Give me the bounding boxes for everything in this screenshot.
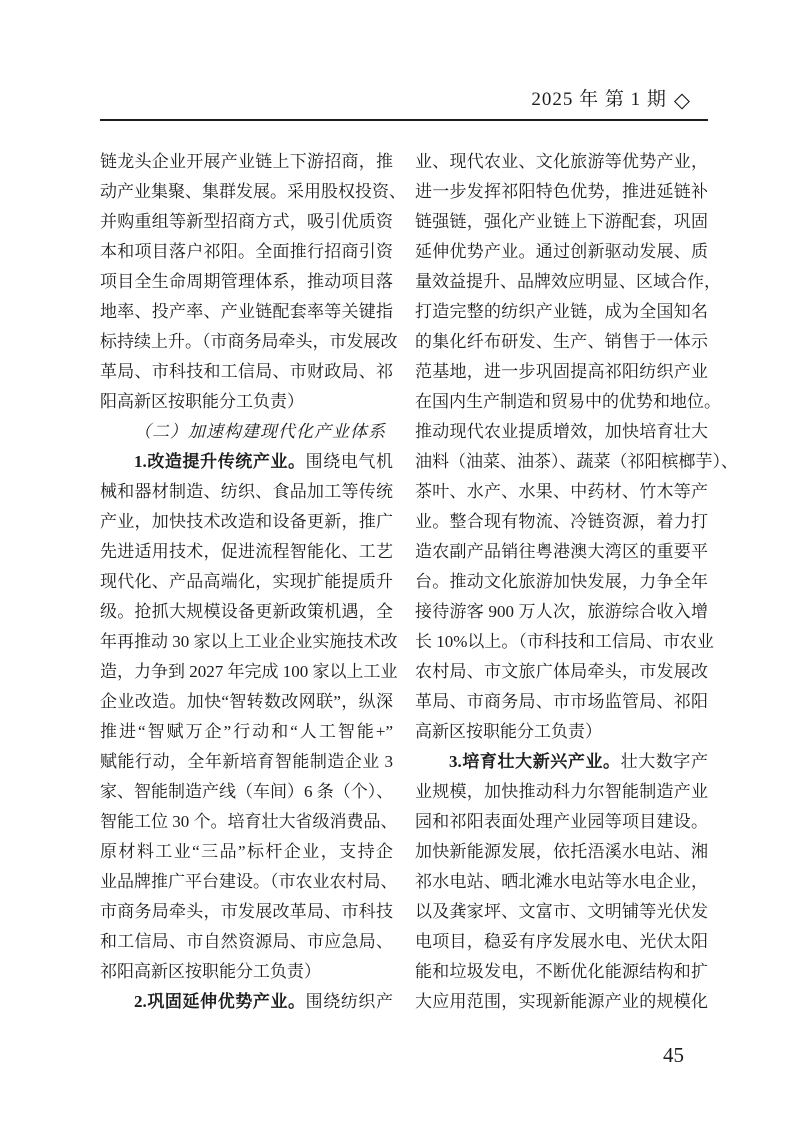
page-header [531, 88, 690, 112]
line-text: 和工信局、市自然资源局、市应急局、 [100, 932, 393, 951]
text-line [415, 627, 714, 657]
right-column [415, 147, 738, 1017]
text-line [100, 987, 393, 1017]
text-line [415, 267, 721, 297]
line-text: 年再推动 30 家以上工业企业实施技术改 [100, 632, 398, 651]
text-line [415, 597, 708, 627]
line-text: 链强链，强化产业链上下游配套，巩固 [415, 212, 708, 231]
header-rule [100, 119, 708, 121]
line-text: 业品牌推广平台建设。（市农业农村局、 [100, 872, 398, 891]
text-line [415, 717, 708, 747]
text-line [100, 567, 393, 597]
text-line [100, 837, 393, 867]
text-line [415, 747, 708, 777]
line-text: 园和祁阳表面处理产业园等项目建设。 [415, 812, 708, 831]
line-text: 推进“智赋万企”行动和“人工智能+” [100, 722, 393, 741]
line-text: 企业改造。加快“智转数改网联”，纵深 [100, 692, 393, 711]
line-text: 阳高新区按职能分工负责） [100, 392, 304, 411]
text-line [415, 387, 721, 417]
text-line [100, 147, 393, 177]
text-line [100, 357, 393, 387]
line-text: 围绕电气机 [305, 452, 394, 471]
text-line [100, 537, 393, 567]
line-text: 智能工位 30 个。培育壮大省级消费品、 [100, 812, 398, 831]
text-line [415, 657, 708, 687]
line-text: 并购重组等新型招商方式，吸引优质资 [100, 212, 393, 231]
line-text: 大应用范围，实现新能源产业的规模化 [415, 992, 708, 1011]
text-line [100, 957, 393, 987]
text-line [415, 357, 708, 387]
text-line [100, 927, 393, 957]
text-line [415, 447, 738, 477]
text-line [415, 897, 708, 927]
text-line [100, 717, 393, 747]
text-line [100, 447, 393, 477]
text-line [100, 237, 393, 267]
text-line [415, 507, 708, 537]
line-text: 农村局、市文旅广体局牵头，市发展改 [415, 662, 708, 681]
text-line [415, 477, 708, 507]
text-columns [100, 147, 738, 1017]
text-line [415, 567, 708, 597]
text-line [100, 207, 393, 237]
text-line [415, 537, 708, 567]
diamond-icon: ◇ [673, 87, 690, 112]
item-number-lead: 3.培育壮大新兴产业。 [449, 752, 621, 771]
line-text: 打造完整的纺织产业链，成为全国知名 [415, 302, 708, 321]
text-line [415, 927, 708, 957]
line-text: 以及龚家坪、文富市、文明铺等光伏发 [415, 902, 708, 921]
line-text: 标持续上升。（市商务局牵头，市发展改 [100, 332, 398, 351]
line-text: 加快新能源发展，依托浯溪水电站、湘 [415, 842, 708, 861]
text-line [415, 777, 708, 807]
line-text: 接待游客 900 万人次，旅游综合收入增 [415, 602, 708, 621]
text-line [100, 327, 398, 357]
text-line [100, 627, 398, 657]
text-line [100, 477, 393, 507]
text-line [100, 897, 393, 927]
line-text: 量效益提升、品牌效应明显、区域合作， [415, 272, 721, 291]
line-text: 地率、投产率、产业链配套率等关键指 [100, 302, 393, 321]
line-text: 祁水电站、晒北滩水电站等水电企业， [415, 872, 708, 891]
text-line [415, 417, 708, 447]
line-text: 范基地，进一步巩固提高祁阳纺织产业 [415, 362, 708, 381]
text-line [415, 327, 708, 357]
line-text: 市商务局牵头，市发展改革局、市科技 [100, 902, 393, 921]
line-text: 台。推动文化旅游加快发展，力争全年 [415, 572, 708, 591]
line-text: 革局、市商务局、市市场监管局、祁阳 [415, 692, 708, 711]
line-text: 油料（油菜、油茶）、蔬菜（祁阳槟榔芋）、 [415, 452, 738, 471]
line-text: 级。抢抓大规模设备更新政策机遇，全 [100, 602, 393, 621]
line-text: 业。整合现有物流、冷链资源，着力打 [415, 512, 708, 531]
line-text: 推动现代农业提质增效，加快培育壮大 [415, 422, 708, 441]
line-text: 造，力争到 2027 年完成 100 家以上工业 [100, 662, 398, 681]
line-text: 在国内生产制造和贸易中的优势和地位。 [415, 392, 721, 411]
text-line [415, 837, 708, 867]
issue-label: 2025 年 第 1 期 [531, 89, 667, 110]
line-text: 动产业集聚、集群发展。采用股权投资、 [100, 182, 406, 201]
line-text: 进一步发挥祁阳特色优势，推进延链补 [415, 182, 708, 201]
text-line [100, 687, 393, 717]
text-line [100, 267, 393, 297]
line-text: 的集化纤布研发、生产、销售于一体示 [415, 332, 708, 351]
left-column [100, 147, 406, 1017]
line-text: 产业，加快技术改造和设备更新，推广 [100, 512, 393, 531]
section-heading-line [100, 417, 393, 447]
line-text: 长 10%以上。（市科技和工信局、市农业 [415, 632, 714, 651]
line-text: 赋能行动，全年新培育智能制造企业 3 [100, 752, 393, 771]
text-line [100, 597, 393, 627]
text-line [100, 747, 393, 777]
line-text: 项目全生命周期管理体系，推动项目落 [100, 272, 393, 291]
text-line [100, 867, 398, 897]
text-line [100, 177, 406, 207]
line-text: 能和垃圾发电，不断优化能源结构和扩 [415, 962, 708, 981]
line-text: 茶叶、水产、水果、中药材、竹木等产 [415, 482, 708, 501]
text-line [100, 777, 393, 807]
page-number: 45 [663, 1043, 684, 1067]
line-text: 高新区按职能分工负责） [415, 722, 602, 741]
text-line [100, 297, 393, 327]
text-line [100, 387, 393, 417]
text-line [415, 237, 708, 267]
line-text: 延伸优势产业。通过创新驱动发展、质 [415, 242, 708, 261]
line-text: 链龙头企业开展产业链上下游招商，推 [100, 152, 393, 171]
text-line [415, 147, 708, 177]
text-line [415, 687, 708, 717]
text-line [100, 507, 393, 537]
text-line [415, 867, 708, 897]
item-number-lead: 2.巩固延伸优势产业。 [134, 992, 306, 1011]
line-text: 家、智能制造产线（车间）6 条（个）、 [100, 782, 394, 801]
text-line [415, 987, 708, 1017]
line-text: 现代化、产品高端化，实现扩能提质升 [100, 572, 393, 591]
item-number-lead: 1.改造提升传统产业。 [134, 452, 306, 471]
line-text: 电项目，稳妥有序发展水电、光伏太阳 [415, 932, 708, 951]
line-text: 械和器材制造、纺织、食品加工等传统 [100, 482, 393, 501]
line-text: （二）加速构建现代化产业体系 [134, 422, 386, 441]
text-line [100, 657, 398, 687]
line-text: 原材料工业“三品”标杆企业，支持企 [100, 842, 393, 861]
line-text: 祁阳高新区按职能分工负责） [100, 962, 321, 981]
text-line [415, 207, 708, 237]
text-line [100, 807, 398, 837]
line-text: 业、现代农业、文化旅游等优势产业， [415, 152, 708, 171]
text-line [415, 807, 708, 837]
text-line [415, 297, 708, 327]
line-text: 围绕纺织产 [305, 992, 394, 1011]
line-text: 先进适用技术，促进流程智能化、工艺 [100, 542, 393, 561]
line-text: 壮大数字产 [620, 752, 709, 771]
text-line [415, 177, 708, 207]
line-text: 造农副产品销往粤港澳大湾区的重要平 [415, 542, 708, 561]
line-text: 业规模，加快推动科力尔智能制造产业 [415, 782, 708, 801]
line-text: 革局、市科技和工信局、市财政局、祁 [100, 362, 393, 381]
line-text: 本和项目落户祁阳。全面推行招商引资 [100, 242, 393, 261]
text-line [415, 957, 708, 987]
